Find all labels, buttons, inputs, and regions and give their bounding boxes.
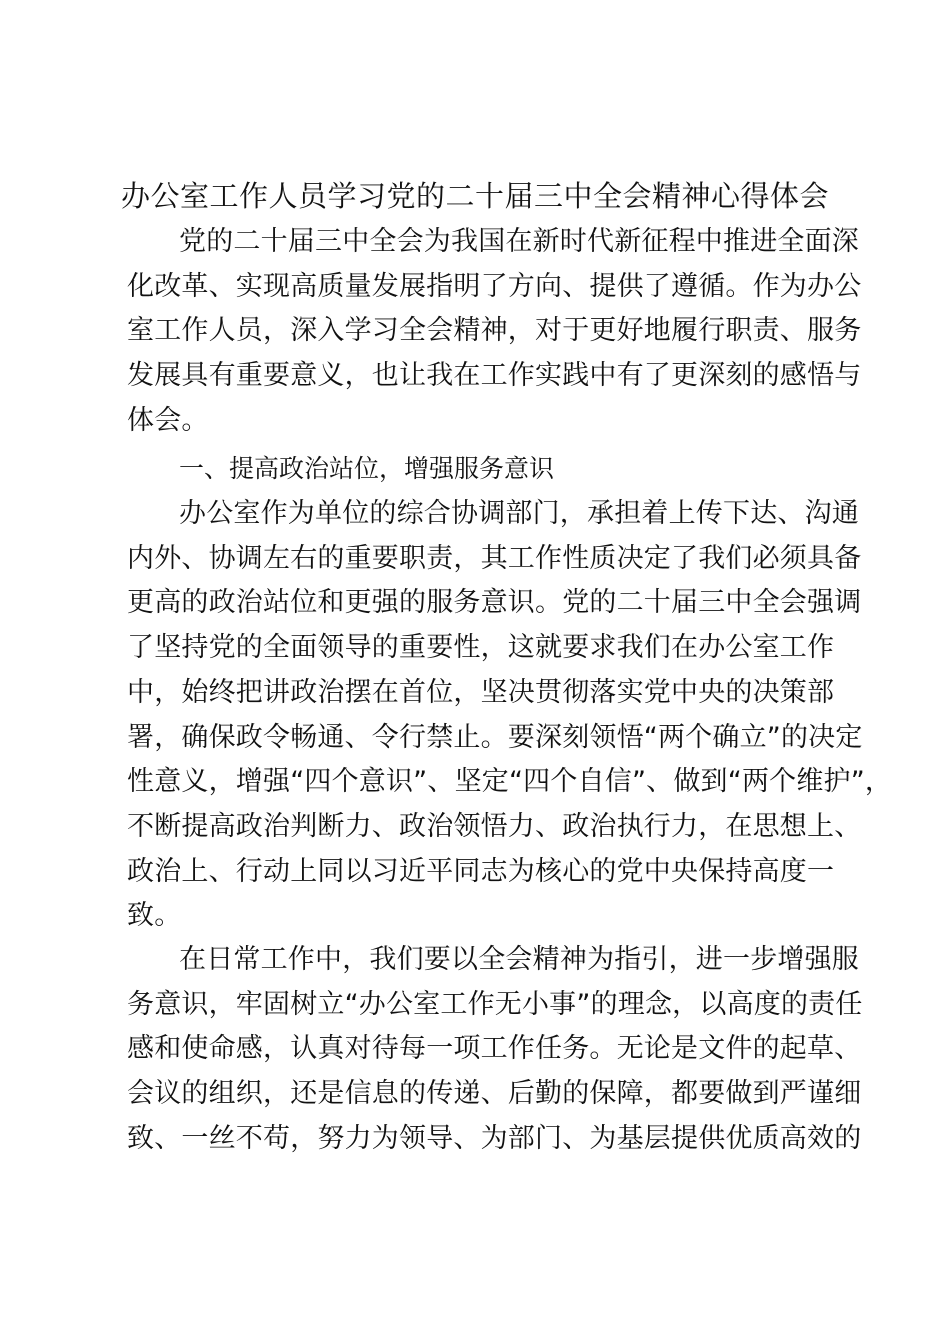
text-line: 中，始终把讲政治摆在首位，坚决贯彻落实党中央的决策部 xyxy=(127,676,835,708)
section-heading: 一、提高政治站位，增强服务意识 xyxy=(179,454,555,483)
section-heading-1 xyxy=(127,447,827,492)
text-line: 署，确保政令畅通、令行禁止。要深刻领悟“两个确立”的决定 xyxy=(127,721,863,753)
text-line: 内外、协调左右的重要职责，其工作性质决定了我们必须具备 xyxy=(127,542,862,574)
text-line: 感和使命感，认真对待每一项工作任务。无论是文件的起草、 xyxy=(127,1033,862,1065)
text-line: 了坚持党的全面领导的重要性，这就要求我们在办公室工作 xyxy=(127,632,835,664)
text-line: 不断提高政治判断力、政治领悟力、政治执行力，在思想上、 xyxy=(127,810,862,842)
text-line: 化改革、实现高质量发展指明了方向、提供了遵循。作为办公 xyxy=(127,270,862,302)
text-line: 性意义，增强“四个意识”、坚定“四个自信”、做到“两个维护”， xyxy=(127,766,893,798)
text-line: 发展具有重要意义，也让我在工作实践中有了更深刻的感悟与 xyxy=(127,360,862,392)
text-line: 政治上、行动上同以习近平同志为核心的党中央保持高度一 xyxy=(127,855,835,887)
text-line: 致、一丝不苟，努力为领导、为部门、为基层提供优质高效的 xyxy=(127,1122,862,1154)
paragraph-section1-a xyxy=(127,492,893,939)
text-line: 会议的组织，还是信息的传递、后勤的保障，都要做到严谨细 xyxy=(127,1078,862,1110)
text-line: 室工作人员，深入学习全会精神，对于更好地履行职责、服务 xyxy=(127,315,862,347)
paragraph-intro xyxy=(127,220,862,444)
text-line: 体会。 xyxy=(127,404,209,436)
text-line: 党的二十届三中全会为我国在新时代新征程中推进全面深 xyxy=(179,226,859,257)
paragraph-section1-b xyxy=(127,938,863,1162)
text-line: 务意识，牢固树立“办公室工作无小事”的理念，以高度的责任 xyxy=(127,988,863,1020)
document-title: 办公室工作人员学习党的二十届三中全会精神心得体会 xyxy=(120,179,829,213)
text-line: 办公室作为单位的综合协调部门，承担着上传下达、沟通 xyxy=(179,498,859,529)
text-line: 致。 xyxy=(127,900,182,932)
text-line: 更高的政治站位和更强的服务意识。党的二十届三中全会强调 xyxy=(127,587,862,619)
text-line: 在日常工作中，我们要以全会精神为指引，进一步增强服 xyxy=(179,944,859,975)
